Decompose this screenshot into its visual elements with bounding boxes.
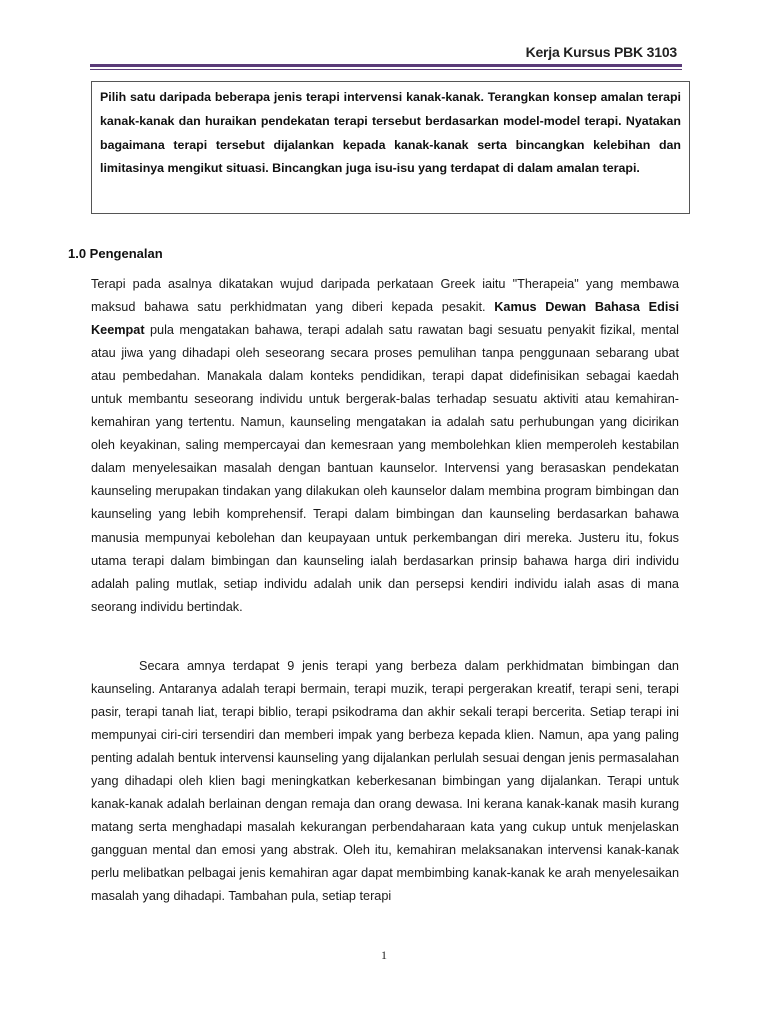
header-rule-thick [90,64,682,67]
bold-reference: Kamus Dewan Bahasa Edisi Keempat [91,300,679,338]
section-heading: 1.0 Pengenalan [68,246,163,261]
paragraph-therapy-types [91,655,679,909]
running-header: Kerja Kursus PBK 3103 [525,44,677,60]
assignment-task-text: Pilih satu daripada beberapa jenis terapi intervensi kanak-kanak. Terangkan konsep amalan terapi kanak-kanak dan huraikan pendekatan terapi tersebut berdasarkan model-model terapi. Nyatakan bagaimana terapi tersebut dijalankan kepada kanak-kanak serta bincangkan kelebihan dan limitasinya mengikut situasi. Bincangkan juga isu-isu yang terdapat di dalam amalan terapi. [100,90,681,176]
paragraph-text: pula mengatakan bahawa, terapi adalah satu rawatan bagi sesuatu penyakit fizikal, mental atau jiwa yang dihadapi oleh seseorang secara proses pemulihan tanpa penggunaan sebarang ubat atau pembedahan. Manakala dalam konteks pendidikan, terapi dapat didefinisikan sebagai kaedah untuk membantu seseorang individu untuk bergerak-balas terhadap sesuatu aktiviti atau kemahiran-kemahiran yang tertentu. Namun, kaunseling mengatakan ia adalah satu perhubungan yang dicirikan oleh keyakinan, saling mempercayai dan kemesraan yang membolehkan klien memperoleh kestabilan dalam menyelesaikan masalah dengan bantuan kaunselor. Intervensi yang berasaskan pendekatan kaunseling merupakan tindakan yang dilakukan oleh kaunselor dalam membina program bimbingan dan kaunseling yang lebih komprehensif. Terapi dalam bimbingan dan kaunseling berdasarkan bahawa manusia mempunyai kebolehan dan keupayaan untuk perkembangan diri mereka. Justeru itu, fokus utama terapi dalam bimbingan dan kaunseling ialah berdasarkan prinsip bahawa harga diri individu adalah paling mutlak, setiap individu adalah unik dan persepsi kendiri individu ialah asas di mana seorang individu bertindak. [91,323,679,614]
page-number: 1 [381,948,387,962]
paragraph-text: Terapi pada asalnya dikatakan wujud daripada perkataan Greek iaitu "Therapeia" yang membawa maksud bahawa satu perkhidmatan yang diberi kepada pesakit. [91,277,679,315]
header-rule-thin [90,69,682,70]
paragraph-text: Secara amnya terdapat 9 jenis terapi yang berbeza dalam perkhidmatan bimbingan dan kaunseling. Antaranya adalah terapi bermain, terapi muzik, terapi pergerakan kreatif, terapi seni, terapi pasir, terapi tanah liat, terapi biblio, terapi psikodrama dan akhir sekali terapi bercerita. Setiap terapi ini mempunyai ciri-ciri tersendiri dan memberi impak yang berbeza kepada klien. Namun, apa yang paling penting adalah bentuk intervensi kaunseling yang dijalankan perlulah sesuai dengan jenis permasalahan yang dihadapi oleh klien bagi meningkatkan keberkesanan bimbingan yang dijalankan. Terapi untuk kanak-kanak adalah berlainan dengan remaja dan orang dewasa. Ini kerana kanak-kanak masih kurang matang serta menghadapi masalah kekurangan perbendaharaan kata yang cukup untuk menjelaskan gangguan mental dan emosi yang abstrak. Oleh itu, kemahiran melaksanakan intervensi kanak-kanak perlu melibatkan pelbagai jenis kemahiran agar dapat membimbing kanak-kanak ke arah menyelesaikan masalah yang dihadapi. Tambahan pula, setiap terapi [91,659,679,904]
assignment-task-box [91,81,690,214]
paragraph-introduction [91,273,679,619]
